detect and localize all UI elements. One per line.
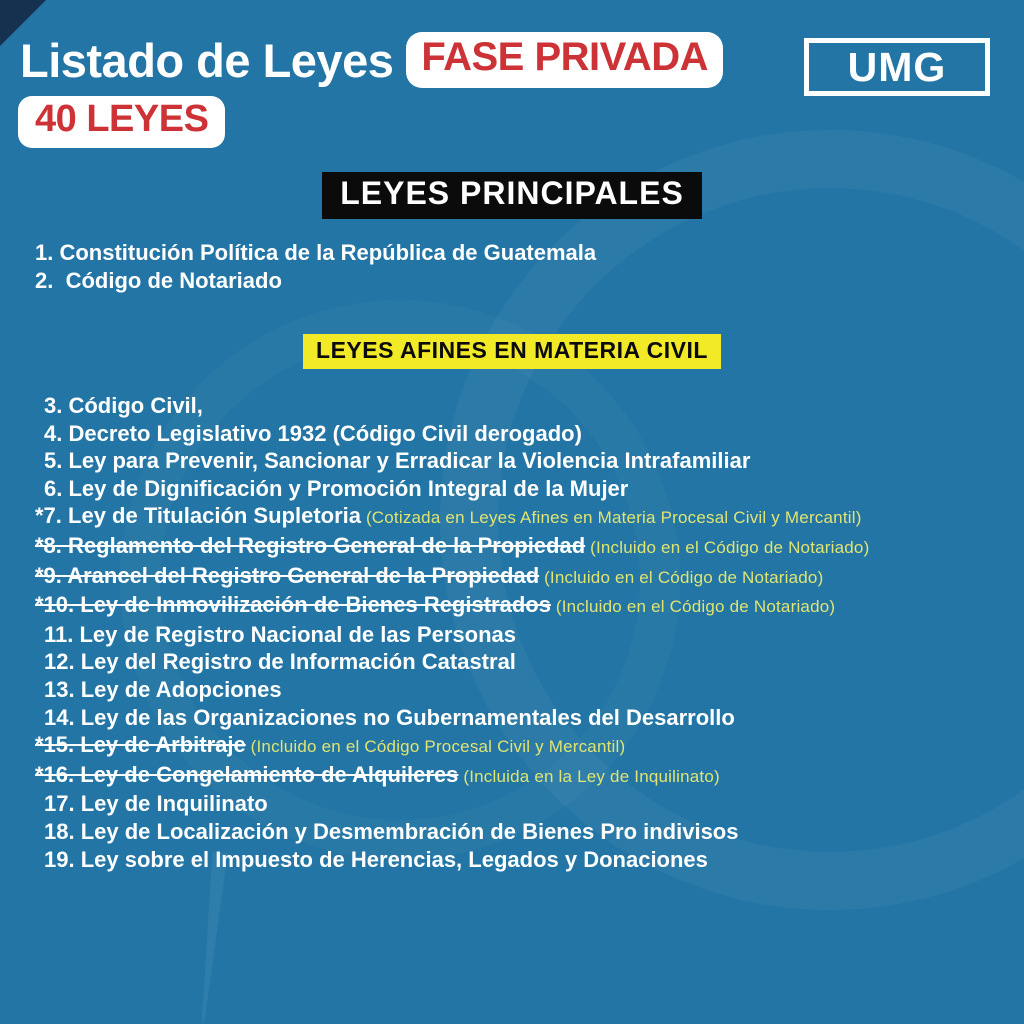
law-label: 13. Ley de Adopciones — [44, 676, 282, 702]
list-item — [35, 591, 869, 621]
list-item — [35, 761, 869, 791]
law-label: *9. Arancel del Registro General de la Propiedad — [35, 562, 540, 588]
list-item — [35, 502, 869, 532]
law-label: 4. Decreto Legislativo 1932 (Código Civil derogado) — [44, 420, 582, 446]
law-label: *7. Ley de Titulación Supletoria — [35, 503, 362, 529]
section-heading-afines-civil: LEYES AFINES EN MATERIA CIVIL — [303, 334, 721, 369]
list-item — [44, 818, 869, 846]
law-note: (Incluido en el Código de Notariado) — [539, 567, 824, 587]
law-label: 11. Ley de Registro Nacional de las Personas — [44, 621, 516, 647]
law-label: 14. Ley de las Organizaciones no Gubernamentales del Desarrollo — [44, 704, 735, 730]
law-note: (Incluido en el Código de Notariado) — [550, 597, 836, 617]
law-note: (Cotizada en Leyes Afines en Materia Procesal Civil y Mercantil) — [361, 508, 862, 528]
list-item — [35, 239, 596, 267]
list-item — [44, 676, 869, 704]
law-label: *16. Ley de Congelamiento de Alquileres — [35, 761, 459, 787]
law-label: 12. Ley del Registro de Información Catastral — [44, 649, 516, 675]
list-item — [44, 790, 869, 818]
law-label: *8. Reglamento del Registro General de la Propiedad — [35, 532, 586, 558]
law-label: 17. Ley de Inquilinato — [44, 791, 268, 817]
law-label: 6. Ley de Dignificación y Promoción Integral de la Mujer — [44, 475, 629, 501]
umg-logo — [804, 38, 990, 96]
law-note: (Incluido en el Código de Notariado) — [585, 537, 870, 557]
section-heading-principales: LEYES PRINCIPALES — [322, 172, 702, 219]
law-note: (Incluido en el Código Procesal Civil y Mercantil) — [245, 737, 626, 757]
phase-badge: FASE PRIVADA — [406, 32, 723, 88]
list-item — [44, 704, 869, 732]
background-swoosh-icon — [190, 851, 228, 1022]
header — [20, 32, 723, 88]
law-note: (Incluida en la Ley de Inquilinato) — [458, 766, 720, 786]
list-item — [44, 420, 869, 448]
list-item — [44, 447, 869, 475]
law-label: *15. Ley de Arbitraje — [35, 732, 246, 758]
section-heading-wrap — [0, 172, 1024, 219]
law-label: 1. Constitución Política de la República de Guatemala — [35, 240, 597, 265]
law-label: 18. Ley de Localización y Desmembración de Bienes Pro indivisos — [44, 818, 739, 844]
law-label: *10. Ley de Inmovilización de Bienes Registrados — [35, 592, 551, 618]
law-label: 19. Ley sobre el Impuesto de Herencias, Legados y Donaciones — [44, 846, 708, 872]
law-list-afines-civil — [35, 392, 870, 873]
list-item — [35, 731, 869, 761]
list-item — [35, 267, 596, 295]
section-heading-wrap — [0, 334, 1024, 369]
law-label: 2. Código de Notariado — [35, 268, 282, 293]
law-label: 5. Ley para Prevenir, Sancionar y Erradicar la Violencia Intrafamiliar — [44, 448, 751, 474]
list-item — [44, 621, 869, 649]
list-item — [35, 532, 870, 562]
list-item — [44, 648, 869, 676]
law-label: 3. Código Civil, — [44, 393, 203, 418]
list-item — [35, 562, 869, 592]
law-list-principales — [35, 239, 596, 295]
page-title: Listado de Leyes — [20, 33, 394, 87]
list-item — [44, 392, 869, 420]
umg-logo-text: UMG — [847, 43, 947, 90]
list-item — [44, 846, 869, 874]
law-count-badge: 40 LEYES — [18, 96, 225, 148]
list-item — [44, 475, 869, 503]
